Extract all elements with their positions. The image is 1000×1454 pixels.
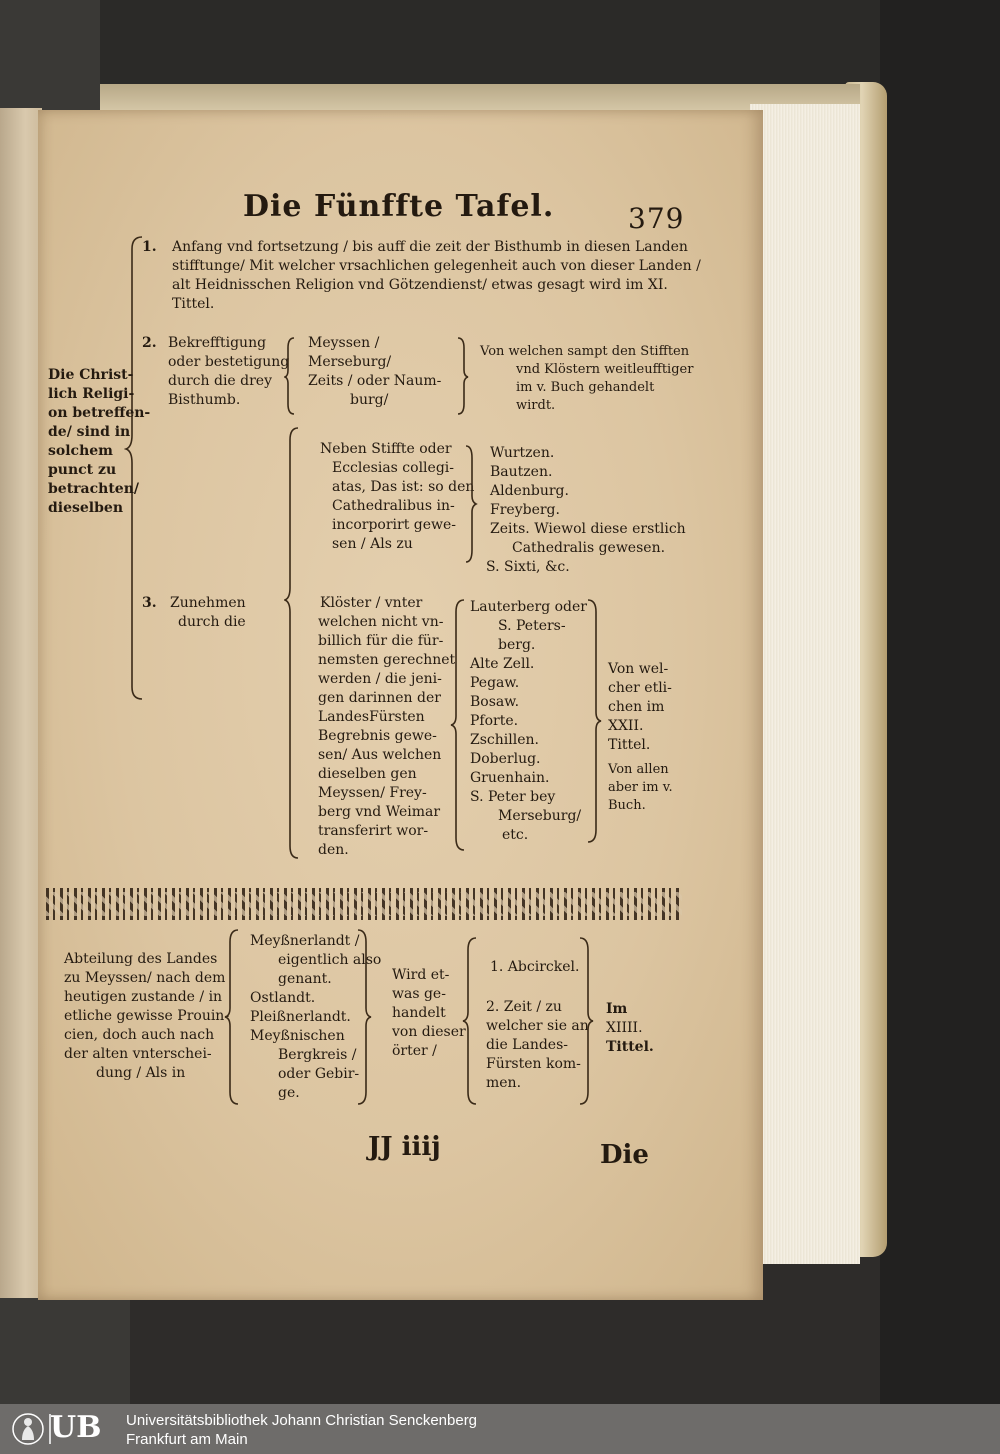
region: Bergkreis /	[278, 1047, 357, 1063]
kloester-place: Zschillen.	[470, 732, 539, 748]
stifte-line: Cathedralibus in-	[332, 498, 455, 514]
kloester-line: billich für die für-	[318, 633, 444, 649]
stifte-line: incorporirt gewe-	[332, 517, 457, 533]
stifte-place: Aldenburg.	[490, 483, 569, 499]
background-top	[100, 0, 900, 90]
middle-text: handelt	[392, 1005, 446, 1021]
kloester-line: werden / die jeni-	[318, 671, 442, 687]
lead-line: Die Christ-	[48, 367, 134, 383]
kloester-line: berg vnd Weimar	[318, 804, 441, 820]
stifte-place: Cathedralis gewesen.	[512, 540, 666, 556]
background-right	[880, 0, 1000, 1404]
kloester-line: transferirt wor-	[318, 823, 429, 839]
points-right-brace	[578, 936, 594, 1106]
section2-lead-line: etliche gewisse Prouin-	[64, 1008, 230, 1024]
lead-line: solchem	[48, 443, 113, 459]
kloester-note2: Von allen	[608, 762, 669, 777]
bishoprics-brace	[456, 336, 470, 416]
kloester-place: Alte Zell.	[470, 656, 535, 672]
item1-line: Tittel.	[172, 296, 215, 312]
signature-mark: JJ iiij	[368, 1132, 441, 1162]
kloester-place: S. Peter bey	[470, 789, 556, 805]
section1-left-brace	[124, 235, 144, 700]
kloester-place: Gruenhain.	[470, 770, 550, 786]
section2-lead-line: Abteilung des Landes	[64, 951, 218, 967]
kloester-note: XXII.	[608, 718, 644, 734]
kloester-place: Pforte.	[470, 713, 519, 729]
point: 2. Zeit / zu	[486, 999, 562, 1015]
stifte-place: Zeits. Wiewol diese erstlich	[490, 521, 686, 537]
kloester-place: Bosaw.	[470, 694, 520, 710]
region: Meyßnischen	[250, 1028, 345, 1044]
kloester-place: Merseburg/	[498, 808, 582, 824]
kloester-note: Von wel-	[608, 661, 669, 677]
item2-line: oder bestetigung	[168, 354, 290, 370]
section2-lead-line: dung / Als in	[96, 1065, 186, 1081]
region: Pleißnerlandt.	[250, 1009, 351, 1025]
section2-lead-line: cien, doch auch nach	[64, 1027, 215, 1043]
footer-bar	[0, 1404, 1000, 1454]
bishopric: Merseburg/	[308, 354, 392, 370]
bishoprics-note: vnd Klöstern weitleufftiger	[516, 362, 694, 377]
left-page-edge	[0, 108, 42, 1298]
kloester-note: chen im	[608, 699, 665, 715]
kloester-place: etc.	[502, 827, 529, 843]
kloester-brace	[450, 598, 466, 852]
kloester-note2: Buch.	[608, 798, 646, 813]
bishopric: Zeits / oder Naum-	[308, 373, 442, 389]
region: Ostlandt.	[250, 990, 316, 1006]
stifte-line: atas, Das ist: so den	[332, 479, 475, 495]
bishoprics-note: wirdt.	[516, 398, 556, 413]
bishopric: Meyssen /	[308, 335, 380, 351]
ornamental-divider	[46, 888, 682, 920]
points-brace	[462, 936, 478, 1106]
item2-line: Bisthumb.	[168, 392, 241, 408]
kloester-line: sen/ Aus welchen	[318, 747, 442, 763]
book-top-edge	[100, 84, 860, 110]
bishoprics-note: Von welchen sampt den Stifften	[480, 344, 690, 359]
title-ref: Tittel.	[606, 1039, 654, 1055]
item1-line: alt Heidnisschen Religion vnd Götzendienst/ etwas gesagt wird im XI.	[172, 277, 668, 293]
stifte-place: S. Sixti, &c.	[486, 559, 570, 575]
kloester-line: LandesFürsten	[318, 709, 425, 725]
kloester-line: nemsten gerechnet	[318, 652, 456, 668]
stifte-place: Bautzen.	[490, 464, 553, 480]
lead-line: punct zu	[48, 462, 117, 478]
item3-brace	[284, 426, 300, 861]
item2-brace	[284, 336, 296, 416]
middle-text: von dieser	[392, 1024, 466, 1040]
catchword: Die	[600, 1140, 649, 1170]
lead-line: dieselben	[48, 500, 123, 516]
title-ref: XIIII.	[606, 1020, 643, 1036]
stifte-line: Neben Stiffte oder	[320, 441, 452, 457]
point: die Landes-	[486, 1037, 568, 1053]
section2-lead-line: der alten vnterschei-	[64, 1046, 212, 1062]
bishoprics-note: im v. Buch gehandelt	[516, 380, 655, 395]
region: genant.	[278, 971, 332, 987]
stifte-line: sen / Als zu	[332, 536, 413, 552]
section2-lead-line: zu Meyssen/ nach dem	[64, 970, 226, 986]
kloester-place: Doberlug.	[470, 751, 541, 767]
item1-line: Anfang vnd fortsetzung / bis auff die zeit der Bisthumb in diesen Landen	[172, 239, 688, 255]
kloester-place: Lauterberg oder	[470, 599, 587, 615]
kloester-place: S. Peters-	[498, 618, 566, 634]
stifte-place: Wurtzen.	[490, 445, 555, 461]
middle-text: was ge-	[392, 986, 446, 1002]
lead-line: betrachten/	[48, 481, 139, 497]
stifte-line: Ecclesias collegi-	[332, 460, 454, 476]
kloester-line: den.	[318, 842, 349, 858]
region: Meyßnerlandt /	[250, 933, 360, 949]
ub-logo-text: UB	[50, 1410, 102, 1445]
item2-line: durch die drey	[168, 373, 273, 389]
point: welcher sie an	[486, 1018, 589, 1034]
kloester-place: Pegaw.	[470, 675, 520, 691]
region: eigentlich also	[278, 952, 382, 968]
item3-number: 3.	[142, 595, 157, 611]
kloester-places-brace	[586, 598, 602, 844]
lead-line: lich Religi-	[48, 386, 135, 402]
page-number: 379	[628, 202, 685, 235]
lead-line: de/ sind in	[48, 424, 131, 440]
item2-number: 2.	[142, 335, 157, 351]
footer-line-2: Frankfurt am Main	[126, 1431, 248, 1448]
stifte-brace	[464, 444, 478, 564]
region: oder Gebir-	[278, 1066, 360, 1082]
page	[38, 110, 763, 1300]
kloester-note: cher etli-	[608, 680, 672, 696]
footer-line-1: Universitätsbibliothek Johann Christian Senckenberg	[126, 1412, 478, 1429]
item2-line: Bekrefftigung	[168, 335, 267, 351]
section2-lead-line: heutigen zustande / in	[64, 989, 223, 1005]
bishopric: burg/	[350, 392, 389, 408]
point: 1. Abcirckel.	[490, 959, 580, 975]
item1-number: 1.	[142, 239, 157, 255]
lead-line: on betreffen-	[48, 405, 151, 421]
middle-text: örter /	[392, 1043, 437, 1059]
item3-line: durch die	[178, 614, 246, 630]
item3-line: Zunehmen	[170, 595, 246, 611]
kloester-line: Begrebnis gewe-	[318, 728, 437, 744]
title-ref: Im	[606, 1001, 628, 1017]
regions-brace	[224, 928, 240, 1106]
kloester-line: Meyssen/ Frey-	[318, 785, 427, 801]
region: ge.	[278, 1085, 300, 1101]
point: Fürsten kom-	[486, 1056, 581, 1072]
middle-text: Wird et-	[392, 967, 450, 983]
kloester-line: Klöster / vnter	[320, 595, 423, 611]
kloester-place: berg.	[498, 637, 536, 653]
book-page-block	[750, 104, 860, 1264]
regions-right-brace	[356, 928, 372, 1106]
kloester-line: gen darinnen der	[318, 690, 441, 706]
kloester-note2: aber im v.	[608, 780, 673, 795]
item1-line: stifftunge/ Mit welcher vrsachlichen gelegenheit auch von dieser Landen /	[172, 258, 701, 274]
point: men.	[486, 1075, 522, 1091]
kloester-line: dieselben gen	[318, 766, 417, 782]
kloester-note: Tittel.	[608, 737, 651, 753]
page-title: Die Fünffte Tafel.	[243, 189, 555, 224]
kloester-line: welchen nicht vn-	[318, 614, 444, 630]
stifte-place: Freyberg.	[490, 502, 560, 518]
